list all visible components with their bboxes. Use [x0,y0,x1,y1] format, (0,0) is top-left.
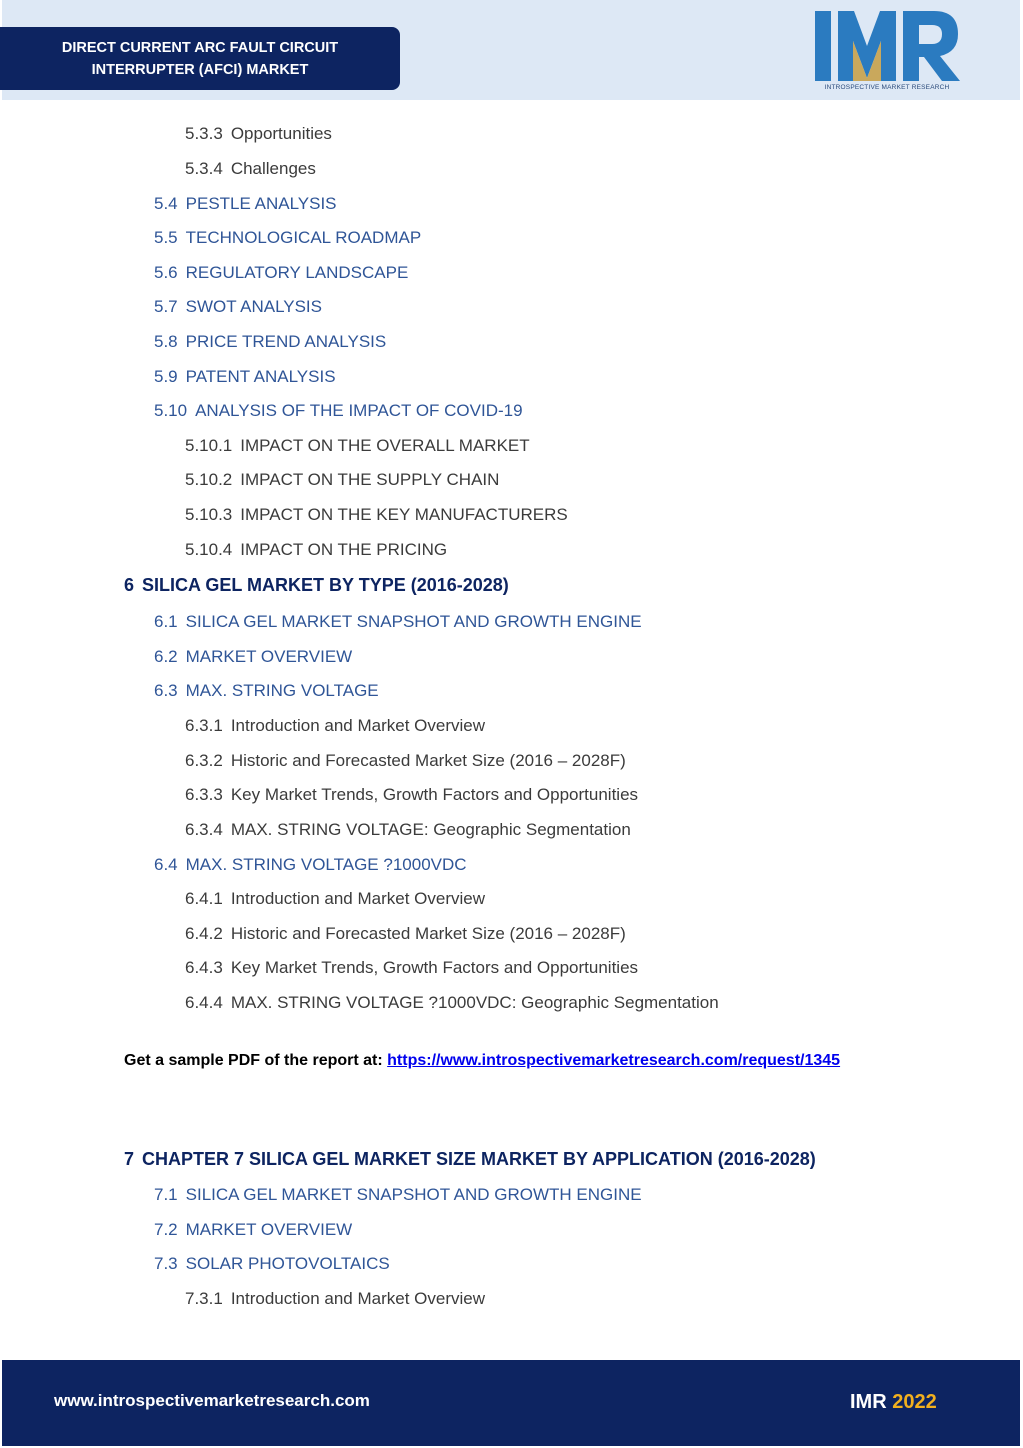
toc-entry[interactable] [185,540,447,560]
report-title-box [0,27,400,90]
toc-entry[interactable] [185,785,638,805]
toc-entry-number: 5.8 [154,332,178,351]
toc-entry-label: Key Market Trends, Growth Factors and Opportunities [230,785,639,804]
toc-entry-number: 6.3.3 [185,785,223,804]
toc-entry-number: 6.4.1 [185,889,223,908]
toc-entry[interactable] [154,647,352,667]
toc-entry[interactable] [154,367,336,387]
toc-entry[interactable] [185,751,626,771]
footer-brand [850,1391,937,1414]
toc-entry[interactable] [185,505,568,525]
toc-entry-label: PRICE TREND ANALYSIS [185,332,387,351]
toc-entry-number: 5.3.4 [185,159,223,178]
toc-entry-label: IMPACT ON THE SUPPLY CHAIN [240,470,500,489]
toc-entry-number: 5.10.3 [185,505,233,524]
toc-entry-number: 5.10.4 [185,540,233,559]
toc-entry-label: MAX. STRING VOLTAGE [185,681,379,700]
toc-entry[interactable] [154,194,337,214]
toc-entry-label: ANALYSIS OF THE IMPACT OF COVID-19 [195,401,523,420]
toc-entry-label: Opportunities [230,124,332,143]
toc-entry[interactable] [185,1289,485,1309]
toc-entry[interactable] [185,993,719,1013]
toc-entry-label: TECHNOLOGICAL ROADMAP [185,228,422,247]
toc-entry[interactable] [154,297,322,317]
toc-entry-number: 5.6 [154,263,178,282]
toc-entry[interactable] [185,470,499,490]
toc-entry-label: MAX. STRING VOLTAGE ?1000VDC: Geographic Segmentation [230,993,719,1012]
toc-entry[interactable] [124,1149,816,1170]
toc-entry-label: MAX. STRING VOLTAGE ?1000VDC [185,855,467,874]
toc-entry[interactable] [154,1254,390,1274]
toc-entry-label: SWOT ANALYSIS [185,297,322,316]
toc-entry-label: REGULATORY LANDSCAPE [185,263,409,282]
toc-entry[interactable] [185,159,316,179]
toc-entry[interactable] [154,855,467,875]
toc-entry-label: SOLAR PHOTOVOLTAICS [185,1254,390,1273]
toc-entry-label: PATENT ANALYSIS [185,367,336,386]
sample-pdf-link[interactable]: https://www.introspectivemarketresearch.com/request/1345 [387,1052,841,1069]
toc-entry-number: 6.2 [154,647,178,666]
sample-pdf-prefix: Get a sample PDF of the report at: [124,1052,388,1069]
toc-entry-number: 7.3 [154,1254,178,1273]
footer-website[interactable]: www.introspectivemarketresearch.com [54,1391,370,1410]
toc-entry-number: 5.10.1 [185,436,233,455]
toc-entry-number: 7 [124,1149,135,1169]
toc-entry-number: 6.4.4 [185,993,223,1012]
toc-entry-label: MAX. STRING VOLTAGE: Geographic Segmentation [230,820,631,839]
toc-entry-label: SILICA GEL MARKET SNAPSHOT AND GROWTH ENGINE [185,612,642,631]
toc-entry[interactable] [185,436,530,456]
toc-entry-label: PESTLE ANALYSIS [185,194,337,213]
footer-year: 2022 [892,1391,937,1413]
toc-entry-number: 6.3 [154,681,178,700]
toc-entry-label: IMPACT ON THE OVERALL MARKET [240,436,530,455]
toc-entry-number: 7.1 [154,1185,178,1204]
toc-entry[interactable] [124,575,509,596]
toc-entry-label: IMPACT ON THE KEY MANUFACTURERS [240,505,568,524]
toc-entry[interactable] [154,612,642,632]
toc-entry-label: SILICA GEL MARKET BY TYPE (2016-2028) [142,575,509,595]
toc-entry-label: Historic and Forecasted Market Size (2016 – 2028F) [230,751,626,770]
toc-entry-number: 6.4.3 [185,958,223,977]
imr-logo [812,8,962,94]
toc-entry[interactable] [154,1220,352,1240]
toc-entry-number: 6 [124,575,135,595]
toc-entry-number: 5.4 [154,194,178,213]
toc-entry[interactable] [154,401,523,421]
toc-entry-label: Challenges [230,159,316,178]
toc-entry[interactable] [154,332,386,352]
toc-entry-label: Introduction and Market Overview [230,716,485,735]
footer-brand-name: IMR [850,1391,887,1413]
toc-entry-label: MARKET OVERVIEW [185,1220,353,1239]
toc-entry-label: MARKET OVERVIEW [185,647,353,666]
toc-entry[interactable] [185,958,638,978]
toc-entry-number: 5.7 [154,297,178,316]
toc-entry[interactable] [185,716,485,736]
toc-entry-number: 6.1 [154,612,178,631]
toc-entry[interactable] [154,681,379,701]
toc-entry-number: 6.3.4 [185,820,223,839]
toc-entry-number: 6.4.2 [185,924,223,943]
toc-entry[interactable] [154,228,421,248]
sample-pdf-line [124,1052,840,1070]
toc-entry-number: 5.10 [154,401,188,420]
toc-entry-number: 6.3.1 [185,716,223,735]
footer-bar [2,1360,1020,1446]
toc-entry[interactable] [185,889,485,909]
toc-entry[interactable] [185,820,631,840]
toc-entry-label: CHAPTER 7 SILICA GEL MARKET SIZE MARKET BY APPLICATION (2016-2028) [142,1149,816,1169]
toc-entry-number: 6.4 [154,855,178,874]
imr-logo-mark [812,8,962,84]
toc-entry-label: Introduction and Market Overview [230,889,485,908]
toc-entry-number: 7.3.1 [185,1289,223,1308]
toc-entry-number: 6.3.2 [185,751,223,770]
toc-entry-label: SILICA GEL MARKET SNAPSHOT AND GROWTH ENGINE [185,1185,642,1204]
toc-entry-label: IMPACT ON THE PRICING [240,540,448,559]
logo-caption: INTROSPECTIVE MARKET RESEARCH [824,84,950,91]
toc-entry-label: Key Market Trends, Growth Factors and Opportunities [230,958,639,977]
toc-entry-number: 5.9 [154,367,178,386]
report-title-line1: DIRECT CURRENT ARC FAULT CIRCUIT [61,39,339,56]
toc-entry-number: 5.10.2 [185,470,233,489]
report-title-line2: INTERRUPTER (AFCI) MARKET [91,61,309,78]
toc-entry-number: 7.2 [154,1220,178,1239]
toc-entry[interactable] [154,263,408,283]
toc-entry-label: Historic and Forecasted Market Size (2016 – 2028F) [230,924,626,943]
toc-entry[interactable] [185,124,332,144]
toc-entry-label: Introduction and Market Overview [230,1289,485,1308]
toc-entry[interactable] [185,924,626,944]
toc-entry-number: 5.5 [154,228,178,247]
toc-entry[interactable] [154,1185,642,1205]
toc-entry-number: 5.3.3 [185,124,223,143]
